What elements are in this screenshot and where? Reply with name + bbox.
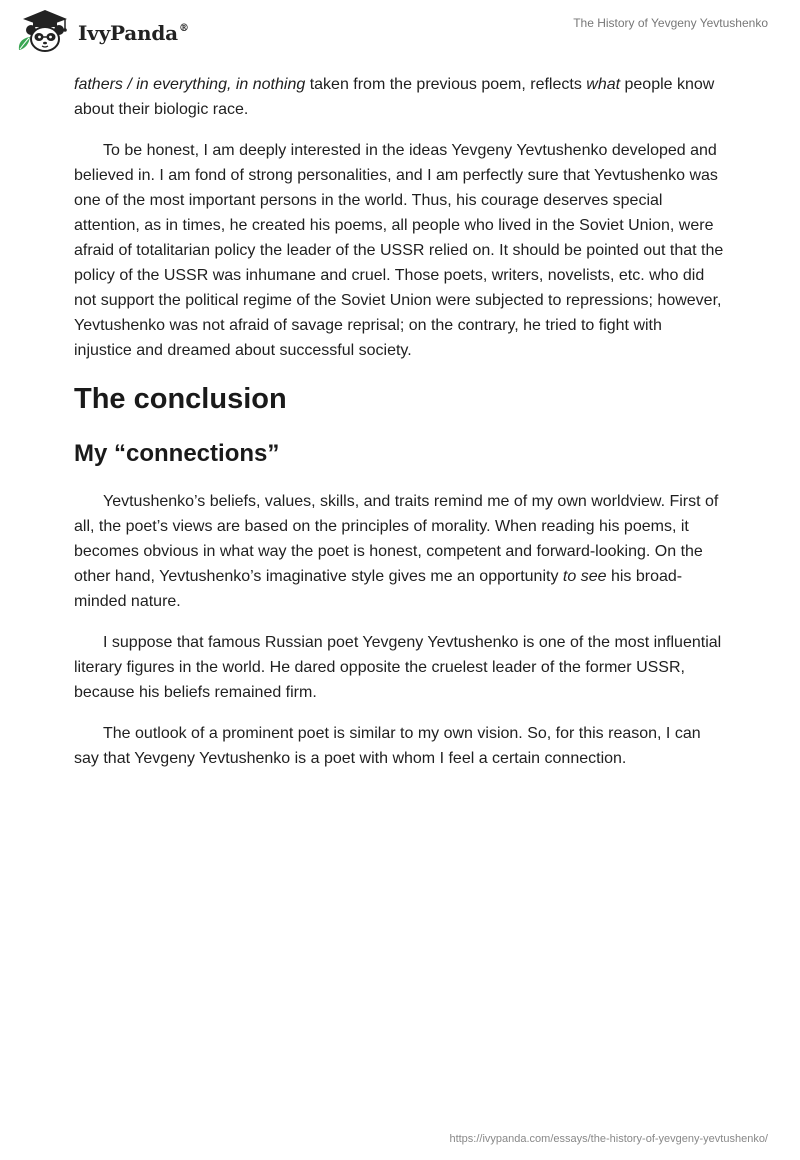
- running-title: The History of Yevgeny Yevtushenko: [573, 16, 768, 30]
- essay-content: [74, 72, 724, 787]
- source-url-link[interactable]: https://ivypanda.com/essays/the-history-of-yevgeny-yevtushenko/: [449, 1133, 768, 1145]
- ivypanda-logo[interactable]: [14, 8, 189, 54]
- paragraph-continued: fathers / in everything, in nothing taken from the previous poem, reflects what people know about their biologic race.: [74, 76, 715, 118]
- page-header: [0, 0, 800, 60]
- paragraph-influential: I suppose that famous Russian poet Yevgeny Yevtushenko is one of the most influential literary figures in the world. He dared opposite the cruelest leader of the former USSR, because his beliefs remained firm.: [74, 634, 722, 701]
- paragraph-outlook: The outlook of a prominent poet is similar to my own vision. So, for this reason, I can say that Yevgeny Yevtushenko is a poet with whom I feel a certain connection.: [74, 725, 701, 767]
- panda-graduate-icon: [14, 8, 74, 54]
- brand-name: IvyPanda®: [78, 21, 189, 45]
- subsection-heading-connections: My “connections”: [74, 440, 280, 467]
- paragraph-courage: To be honest, I am deeply interested in the ideas Yevgeny Yevtushenko developed and believed in. I am fond of strong personalities, and I am perfectly sure that Yevtushenko was one of the most important persons in the world. Thus, his courage deserves special attention, as in times, he created his poems, all people who lived in the Soviet Union, were afraid of totalitarian policy the leader of the USSR relied on. It should be pointed out that the policy of the USSR was inhumane and cruel. Those poets, writers, novelists, etc. who did not support the political regime of the Soviet Union were subjected to repressions; however, Yevtushenko was not afraid of savage reprisal; on the contrary, he tried to fight with injustice and dreamed about successful society.: [74, 142, 724, 359]
- paragraph-worldview: Yevtushenko’s beliefs, values, skills, and traits remind me of my own worldview. First of all, the poet’s views are based on the principles of morality. When reading his poems, it becomes obvious in what way the poet is honest, competent and forward-looking. On the other hand, Yevtushenko’s imaginative style gives me an opportunity to see his broad-minded nature.: [74, 493, 719, 610]
- section-heading-conclusion: The conclusion: [74, 383, 287, 415]
